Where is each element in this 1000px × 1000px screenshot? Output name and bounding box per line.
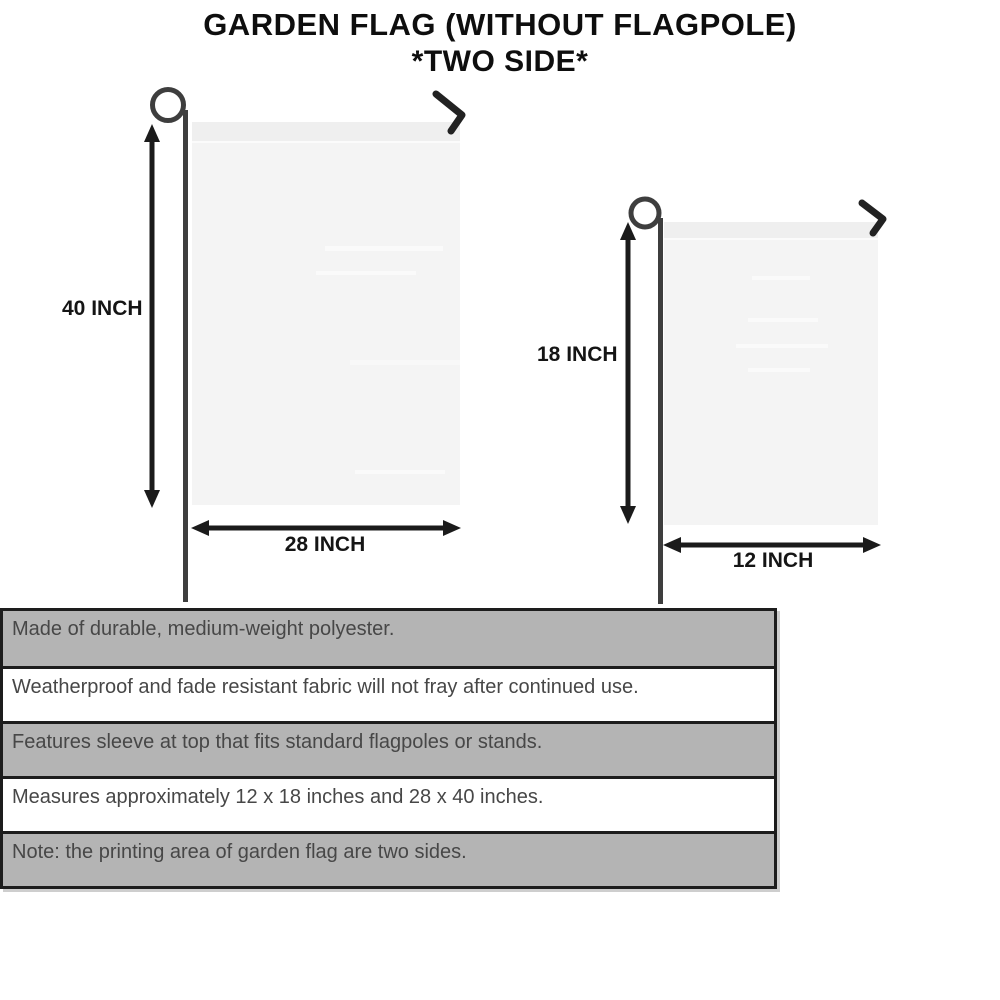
large-flag-group [144, 90, 470, 603]
small-flag-pole-loop [631, 199, 659, 227]
small-flag-height-arrow [620, 222, 636, 524]
feature-row [3, 721, 774, 776]
small-flag-height-label: 18 INCH [537, 343, 618, 366]
large-flag-width-label: 28 INCH [284, 533, 366, 556]
small-flag-seam [664, 238, 878, 240]
large-flag-height-label: 40 INCH [62, 297, 143, 320]
feature-text: Note: the printing area of garden flag are two sides. [12, 841, 467, 863]
feature-text: Features sleeve at top that fits standard flagpoles or stands. [12, 731, 543, 753]
feature-text: Measures approximately 12 x 18 inches and 28 x 40 inches. [12, 786, 544, 808]
small-flag-sleeve [664, 222, 878, 238]
title-line-1: GARDEN FLAG (WITHOUT FLAGPOLE) [203, 7, 797, 42]
feature-row [3, 776, 774, 831]
small-flag-width-label: 12 INCH [732, 549, 814, 572]
features-table [0, 608, 777, 889]
large-flag-sleeve [192, 122, 460, 141]
large-flag-canvas [192, 122, 460, 505]
feature-text: Weatherproof and fade resistant fabric will not fray after continued use. [12, 676, 639, 698]
large-flag-pole-loop [153, 90, 184, 121]
feature-text: Made of durable, medium-weight polyester. [12, 618, 395, 640]
title-line-2: *TWO SIDE* [411, 45, 589, 78]
small-flag-canvas [664, 222, 878, 525]
small-flag-group [620, 199, 883, 604]
feature-row [3, 666, 774, 721]
large-flag-seam [192, 141, 460, 143]
large-flag-height-arrow [144, 124, 160, 508]
feature-row [3, 831, 774, 886]
feature-row [3, 611, 774, 666]
